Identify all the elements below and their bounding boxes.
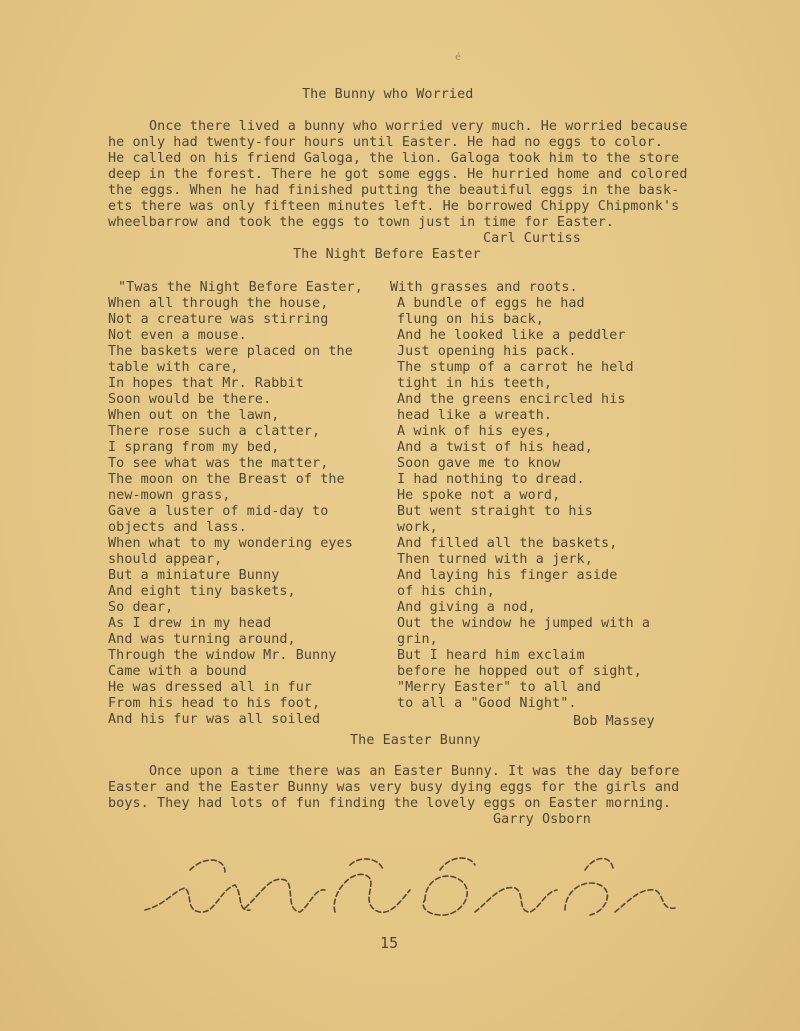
- poem-line: He was dressed all in fur: [108, 680, 313, 695]
- poem-line: He spoke not a word,: [397, 488, 561, 503]
- poem-line: Just opening his pack.: [397, 344, 577, 359]
- poem-line: Not a creature was stirring: [108, 312, 329, 327]
- poem-line: The moon on the Breast of the: [108, 472, 345, 487]
- poem-line: Not even a mouse.: [108, 328, 247, 343]
- poem-line: A bundle of eggs he had: [397, 296, 585, 311]
- poem-line: Through the window Mr. Bunny: [108, 648, 337, 663]
- poem-line: head like a wreath.: [397, 408, 553, 423]
- decorative-border-illustration: [125, 850, 685, 930]
- poem-line: new-mown grass,: [108, 488, 231, 503]
- poem-line: objects and lass.: [108, 520, 247, 535]
- story2-line: boys. They had lots of fun finding the lovely eggs on Easter morning.: [108, 796, 672, 811]
- poem-line: There rose such a clatter,: [108, 424, 321, 439]
- poem-line: of his chin,: [397, 584, 495, 599]
- top-mark: é: [455, 52, 462, 63]
- poem-line: With grasses and roots.: [390, 280, 578, 295]
- story1-title: The Bunny who Worried: [302, 87, 474, 102]
- poem-line: And giving a nod,: [397, 600, 536, 615]
- story1-line: deep in the forest. There he got some eggs. He hurried home and colored: [108, 167, 688, 182]
- story1-author: Carl Curtiss: [483, 231, 581, 246]
- poem-line: But went straight to his: [397, 504, 593, 519]
- poem-title: The Night Before Easter: [293, 247, 481, 262]
- story2-line: Once upon a time there was an Easter Bunny. It was the day before: [149, 764, 680, 779]
- poem-line: Then turned with a jerk,: [397, 552, 593, 567]
- poem-line: And a twist of his head,: [397, 440, 593, 455]
- poem-line: And filled all the baskets,: [397, 536, 618, 551]
- poem-line: As I drew in my head: [108, 616, 272, 631]
- poem-line: table with care,: [108, 360, 239, 375]
- poem-line: Soon gave me to know: [397, 456, 561, 471]
- story1-line: the eggs. When he had finished putting the beautiful eggs in the bask-: [108, 183, 680, 198]
- poem-line: I had nothing to dread.: [397, 472, 585, 487]
- poem-line: But I heard him exclaim: [397, 648, 585, 663]
- poem-line: In hopes that Mr. Rabbit: [108, 376, 304, 391]
- poem-line: Soon would be there.: [108, 392, 272, 407]
- story1-line: wheelbarrow and took the eggs to town just in time for Easter.: [108, 215, 615, 230]
- poem-line: The baskets were placed on the: [108, 344, 353, 359]
- poem-line: Gave a luster of mid-day to: [108, 504, 329, 519]
- poem-line: The stump of a carrot he held: [397, 360, 634, 375]
- poem-line: When all through the house,: [108, 296, 329, 311]
- story1-line: Once there lived a bunny who worried very much. He worried because: [149, 119, 688, 134]
- story1-line: ets there was only fifteen minutes left. He borrowed Chippy Chipmonk's: [108, 199, 680, 214]
- story2-line: Easter and the Easter Bunny was very busy dying eggs for the girls and: [108, 780, 680, 795]
- poem-line: work,: [397, 520, 438, 535]
- poem-line: I sprang from my bed,: [108, 440, 280, 455]
- story2-author: Garry Osborn: [493, 812, 591, 827]
- poem-line: To see what was the matter,: [108, 456, 329, 471]
- poem-line: to all a "Good Night".: [397, 696, 577, 711]
- poem-line: But a miniature Bunny: [108, 568, 280, 583]
- poem-line: "Merry Easter" to all and: [397, 680, 602, 695]
- poem-line: grin,: [397, 632, 438, 647]
- story1-line: He called on his friend Galoga, the lion. Galoga took him to the store: [108, 151, 680, 166]
- poem-line: So dear,: [108, 600, 174, 615]
- page-number: 15: [380, 934, 399, 952]
- poem-line: before he hopped out of sight,: [397, 664, 642, 679]
- poem-line: And was turning around,: [108, 632, 296, 647]
- poem-line: should appear,: [108, 552, 223, 567]
- poem-line: Out the window he jumped with a: [397, 616, 651, 631]
- story2-title: The Easter Bunny: [350, 733, 481, 748]
- story1-line: he only had twenty-four hours until Easter. He had no eggs to color.: [108, 135, 664, 150]
- poem-line: And eight tiny baskets,: [108, 584, 296, 599]
- poem-line: When out on the lawn,: [108, 408, 280, 423]
- poem-line: Came with a bound: [108, 664, 247, 679]
- poem-line: And his fur was all soiled: [108, 712, 321, 727]
- poem-line: And laying his finger aside: [397, 568, 618, 583]
- poem-line: When what to my wondering eyes: [108, 536, 353, 551]
- poem-line: And the greens encircled his: [397, 392, 626, 407]
- poem-author: Bob Massey: [573, 714, 655, 729]
- poem-line: A wink of his eyes,: [397, 424, 553, 439]
- poem-line: From his head to his foot,: [108, 696, 321, 711]
- poem-line: And he looked like a peddler: [397, 328, 626, 343]
- poem-line: tight in his teeth,: [397, 376, 553, 391]
- poem-line: flung on his back,: [397, 312, 544, 327]
- poem-line: "Twas the Night Before Easter,: [118, 280, 363, 295]
